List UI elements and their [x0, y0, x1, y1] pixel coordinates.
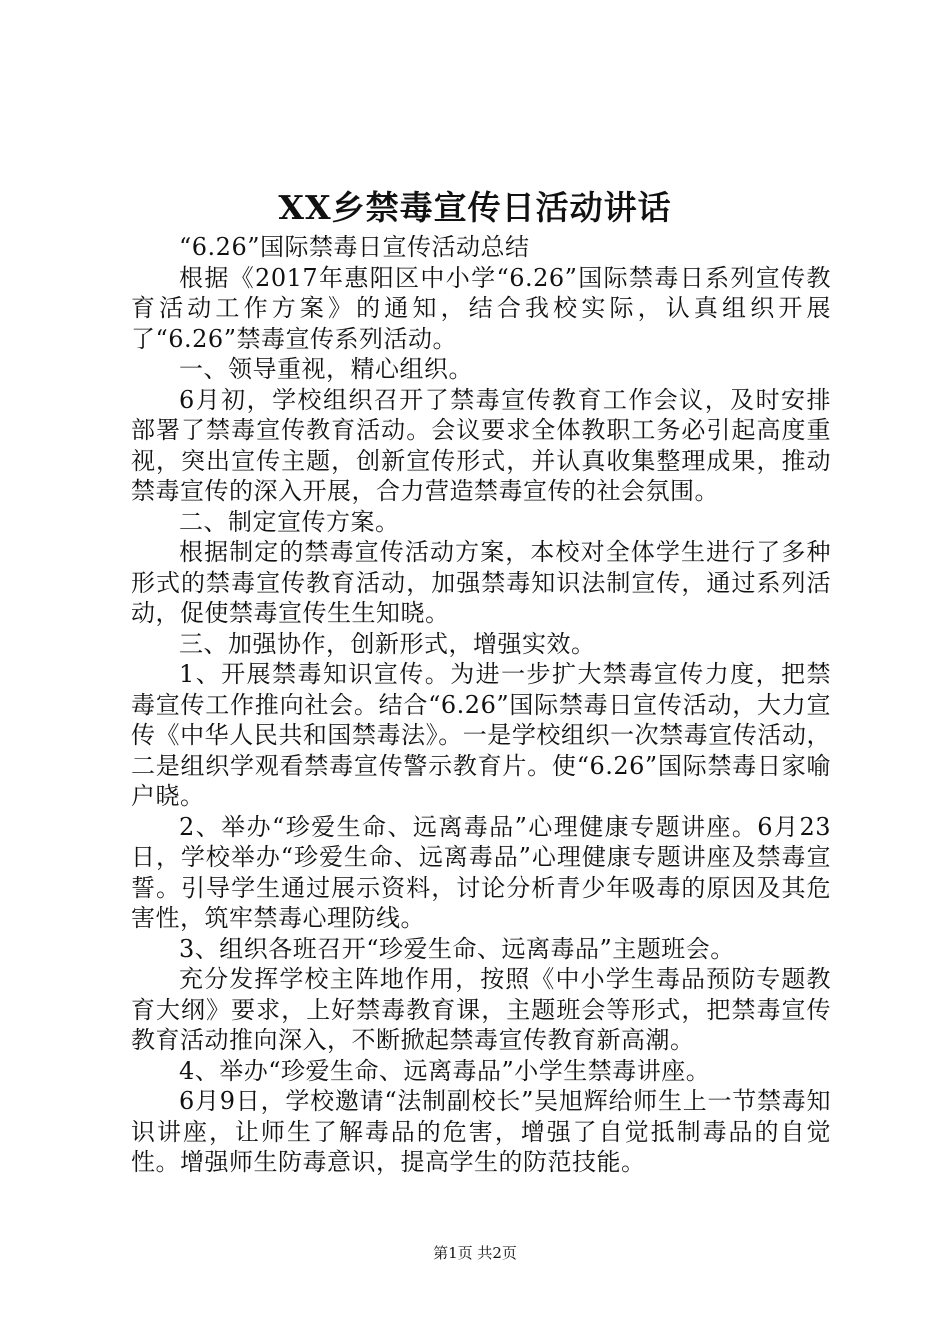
- paragraph-section-1: 6月初，学校组织召开了禁毒宣传教育工作会议，及时安排部署了禁毒宣传教育活动。会议要求全体教职工务必引起高度重视，突出宣传主题，创新宣传形式，并认真收集整理成果，推动禁毒宣传的深入开展，合力营造禁毒宣传的社会氛围。: [131, 385, 831, 505]
- paragraph-item-3-heading: 3、组织各班召开“珍爱生命、远离毒品”主题班会。: [179, 934, 735, 963]
- section-heading-3: 三、加强协作，创新形式，增强实效。: [179, 629, 596, 658]
- paragraph-subtitle: “6.26”国际禁毒日宣传活动总结: [179, 233, 530, 261]
- paragraph-item-4-body: 6月9日，学校邀请“法制副校长”吴旭辉给师生上一节禁毒知识讲座，让师生了解毒品的危害，增强了自觉抵制毒品的自觉性。增强师生防毒意识，提高学生的防范技能。: [131, 1087, 831, 1176]
- paragraph-item-4-heading: 4、举办“珍爱生命、远离毒品”小学生禁毒讲座。: [179, 1056, 711, 1085]
- section-heading-1: 一、领导重视，精心组织。: [179, 355, 473, 383]
- section-heading-2: 二、制定宣传方案。: [179, 507, 400, 536]
- paragraph-item-1: 1、开展禁毒知识宣传。为进一步扩大禁毒宣传力度，把禁毒宣传工作推向社会。结合“6.26”国际禁毒日宣传活动，大力宣传《中华人民共和国禁毒法》。一是学校组织一次禁毒宣传活动，二是组织学观看禁毒宣传警示教育片。使“6.26”国际禁毒日家喻户晓。: [131, 660, 831, 810]
- document-body: [131, 232, 831, 1178]
- paragraph-intro: 根据《2017年惠阳区中小学“6.26”国际禁毒日系列宣传教育活动工作方案》的通知，结合我校实际，认真组织开展了“6.26”禁毒宣传系列活动。: [131, 263, 831, 353]
- page-number-footer: 第1页 共2页: [433, 1244, 517, 1262]
- document-title: XX乡禁毒宣传日活动讲话: [278, 188, 672, 227]
- paragraph-item-2: 2、举办“珍爱生命、远离毒品”心理健康专题讲座。6月23日，学校举办“珍爱生命、远离毒品”心理健康专题讲座及禁毒宣誓。引导学生通过展示资料，讨论分析青少年吸毒的原因及其危害性，筑牢禁毒心理防线。: [131, 812, 831, 932]
- paragraph-item-3-body: 充分发挥学校主阵地作用，按照《中小学生毒品预防专题教育大纲》要求，上好禁毒教育课，主题班会等形式，把禁毒宣传教育活动推向深入，不断掀起禁毒宣传教育新高潮。: [131, 965, 831, 1054]
- paragraph-section-2: 根据制定的禁毒宣传活动方案，本校对全体学生进行了多种形式的禁毒宣传教育活动，加强禁毒知识法制宣传，通过系列活动，促使禁毒宣传生生知晓。: [131, 538, 831, 627]
